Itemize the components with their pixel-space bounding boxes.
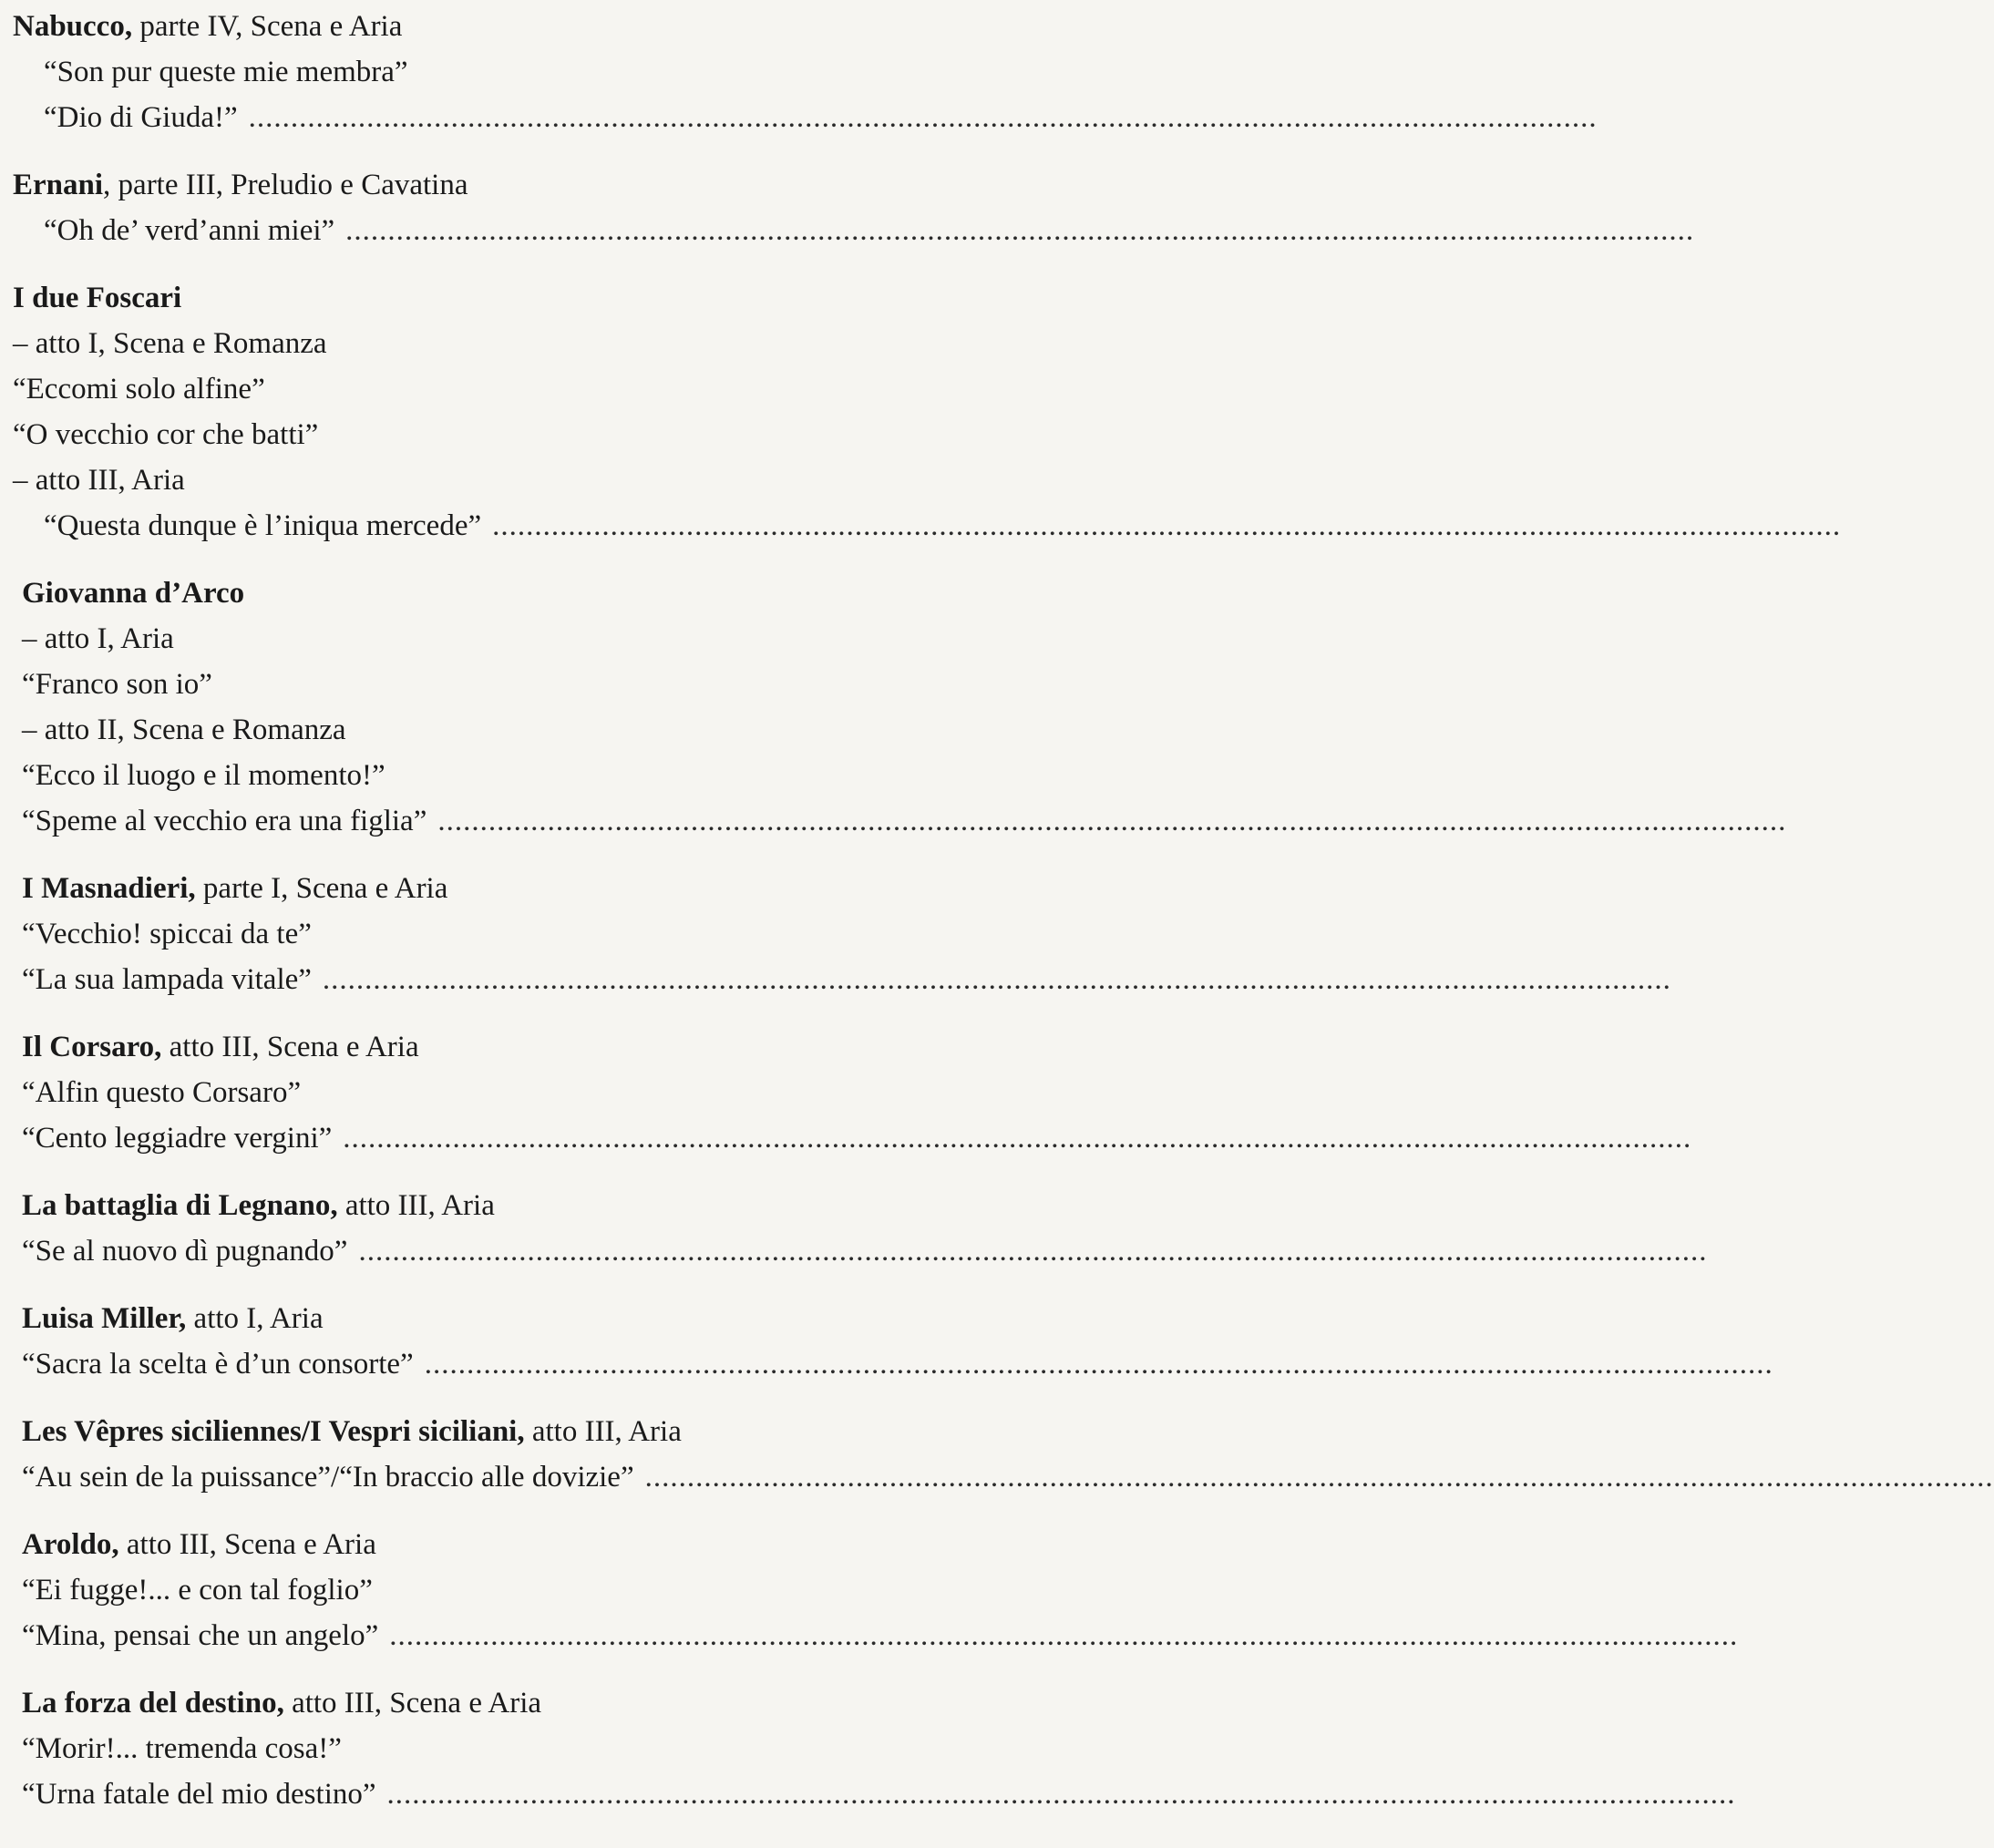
dot-leader: ................................................................................................................................................................ (386, 1778, 1736, 1811)
opera-title: I Masnadieri, (22, 872, 196, 905)
opera-section: atto III, Scena e Aria (283, 1687, 542, 1720)
dot-leader: ................................................................................................................................................................ (248, 101, 1598, 134)
dot-leader: ................................................................................................................................................................ (358, 1235, 1708, 1268)
aria-text: “Questa dunque è l’iniqua mercede” (44, 509, 482, 542)
opera-entry (0, 1522, 1739, 1658)
entry-spacer (0, 844, 920, 866)
opera-heading (0, 866, 941, 911)
aria-line (0, 1726, 941, 1771)
opera-section: atto I, Aria (186, 1302, 324, 1335)
opera-title: Ernani (13, 169, 104, 201)
dot-leader: ................................................................................................................................................................ (437, 805, 1787, 837)
entry-spacer (0, 549, 920, 570)
aria-text: “Vecchio! spiccai da te” (22, 918, 312, 950)
dot-leader: ................................................................................................................................................................ (492, 509, 1842, 542)
opera-heading (0, 1296, 941, 1341)
opera-entry (0, 570, 1787, 844)
aria-text: “Ecco il luogo e il momento!” (22, 759, 385, 792)
aria-text: “Mina, pensai che un angelo” (22, 1619, 379, 1652)
opera-section: , parte III, Preludio e Cavatina (103, 169, 468, 201)
aria-line (0, 457, 932, 503)
opera-entry (0, 866, 1671, 1002)
aria-line-with-leader (0, 208, 1695, 253)
aria-line (0, 753, 941, 798)
aria-line-with-leader (0, 1454, 1994, 1500)
opera-heading (0, 162, 932, 208)
opera-entry (0, 1024, 1692, 1161)
aria-line (0, 49, 963, 95)
opera-heading (0, 275, 932, 321)
opera-entry (0, 1409, 1994, 1500)
opera-title: Nabucco, (13, 10, 133, 43)
entry-spacer (0, 140, 920, 162)
opera-entry (0, 4, 1598, 140)
opera-heading (0, 4, 932, 49)
aria-line (0, 321, 932, 366)
aria-text: – atto II, Scena e Romanza (22, 714, 346, 746)
opera-heading (0, 1680, 941, 1726)
opera-section: atto III, Scena e Aria (118, 1528, 376, 1561)
opera-title: I due Foscari (13, 282, 182, 314)
aria-line (0, 1567, 941, 1613)
opera-title: Il Corsaro, (22, 1031, 162, 1063)
entry-spacer (0, 1658, 920, 1680)
aria-text: “Sacra la scelta è d’un consorte” (22, 1348, 414, 1381)
entry-spacer (0, 1002, 920, 1024)
entry-spacer (0, 1500, 920, 1522)
aria-text: “Se al nuovo dì pugnando” (22, 1235, 348, 1268)
aria-text: “Oh de’ verd’anni miei” (44, 214, 335, 247)
opera-heading (0, 1183, 941, 1228)
opera-title: Giovanna d’Arco (22, 577, 245, 610)
opera-title: Luisa Miller, (22, 1302, 187, 1335)
opera-section: atto III, Aria (337, 1189, 495, 1222)
aria-text: “Cento leggiadre vergini” (22, 1122, 333, 1155)
aria-text: “Son pur queste mie membra” (44, 56, 408, 88)
aria-text: “Urna fatale del mio destino” (22, 1778, 376, 1811)
opera-section: parte I, Scena e Aria (195, 872, 448, 905)
dot-leader: ................................................................................................................................................................ (343, 1122, 1692, 1155)
opera-section: atto III, Aria (524, 1415, 682, 1448)
entry-spacer (0, 1387, 920, 1409)
aria-line-with-leader (0, 1341, 1773, 1387)
aria-text: “Ei fugge!... e con tal foglio” (22, 1574, 373, 1607)
aria-text: “Morir!... tremenda cosa!” (22, 1732, 342, 1765)
opera-section: atto III, Scena e Aria (161, 1031, 419, 1063)
aria-text: “Alfin questo Corsaro” (22, 1076, 302, 1109)
dot-leader: ................................................................................................................................................................ (389, 1619, 1739, 1652)
opera-heading (0, 1024, 941, 1070)
aria-line (0, 911, 941, 957)
aria-text: “Franco son io” (22, 668, 212, 701)
aria-line (0, 616, 941, 662)
aria-line-with-leader (0, 503, 1842, 549)
aria-line-with-leader (0, 1115, 1692, 1161)
dot-leader: ................................................................................................................................................................ (424, 1348, 1773, 1381)
opera-heading (0, 1409, 941, 1454)
aria-line (0, 707, 941, 753)
opera-section: parte IV, Scena e Aria (132, 10, 403, 43)
opera-title: Les Vêpres siciliennes/I Vespri siciliani, (22, 1415, 525, 1448)
aria-text: – atto I, Scena e Romanza (13, 327, 327, 360)
opera-entry (0, 162, 1695, 253)
opera-heading (0, 1522, 941, 1567)
opera-entry (0, 1680, 1736, 1817)
aria-line (0, 412, 932, 457)
aria-text: “O vecchio cor che batti” (13, 418, 319, 451)
aria-line (0, 366, 932, 412)
aria-text: “Au sein de la puissance”/“In braccio alle dovizie” (22, 1461, 634, 1494)
aria-line (0, 1070, 941, 1115)
opera-entry (0, 1183, 1708, 1274)
opera-heading (0, 570, 941, 616)
opera-title: La battaglia di Legnano, (22, 1189, 338, 1222)
aria-line-with-leader (0, 798, 1787, 844)
aria-text: – atto III, Aria (13, 464, 185, 497)
aria-text: – atto I, Aria (22, 622, 174, 655)
opera-title: Aroldo, (22, 1528, 119, 1561)
aria-line-with-leader (0, 1771, 1736, 1817)
opera-title: La forza del destino, (22, 1687, 284, 1720)
entry-spacer (0, 253, 920, 275)
entry-spacer (0, 1161, 920, 1183)
aria-text: “Eccomi solo alfine” (13, 373, 265, 406)
aria-line (0, 662, 941, 707)
aria-line-with-leader (0, 1228, 1708, 1274)
aria-line-with-leader (0, 957, 1671, 1002)
aria-line-with-leader (0, 95, 1598, 140)
dot-leader: ................................................................................................................................................................ (322, 963, 1671, 996)
dot-leader: ................................................................................................................................................................ (345, 214, 1695, 247)
opera-entry (0, 275, 1842, 549)
aria-text: “Dio di Giuda!” (44, 101, 238, 134)
aria-text: “La sua lampada vitale” (22, 963, 312, 996)
entry-spacer (0, 1274, 920, 1296)
aria-text: “Speme al vecchio era una figlia” (22, 805, 427, 837)
aria-line-with-leader (0, 1613, 1739, 1658)
dot-leader: ................................................................................................................................................................ (644, 1461, 1994, 1494)
opera-entry (0, 1296, 1773, 1387)
